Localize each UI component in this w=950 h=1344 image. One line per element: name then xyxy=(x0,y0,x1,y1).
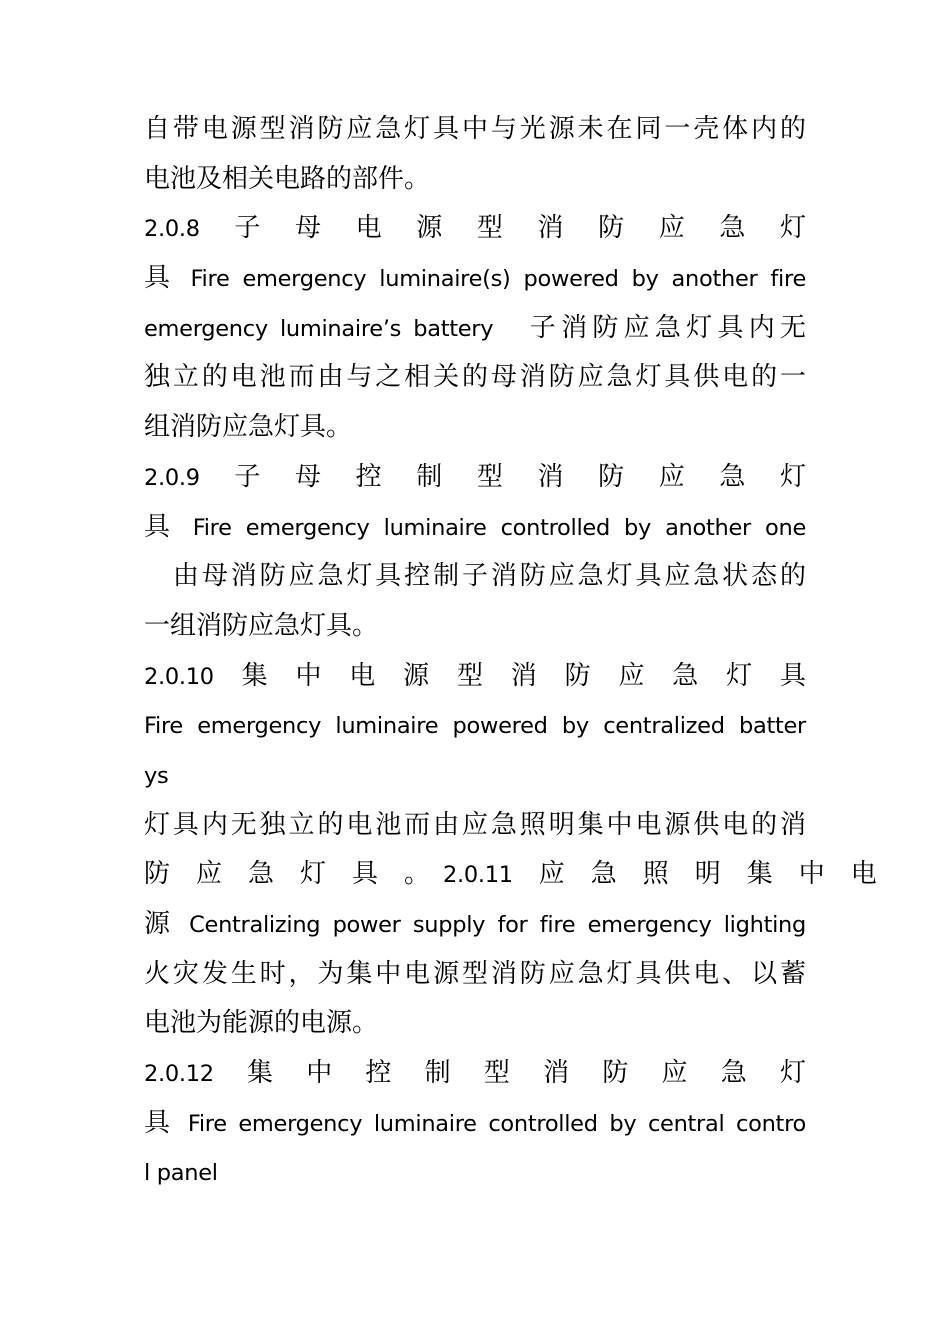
text-line: 自带电源型消防应急灯具中与光源未在同一壳体内的 xyxy=(144,114,806,144)
text-line: 2.0.10 集 中 电 源 型 消 防 应 急 灯 具 xyxy=(144,660,806,691)
text-line: emergency luminaire’s battery 子消防应急灯具内无 xyxy=(144,312,806,343)
text-line: 2.0.9 子 母 控 制 型 消 防 应 急 灯 xyxy=(144,461,806,492)
text-line: 具 Fire emergency luminaire controlled by central contro xyxy=(144,1107,806,1138)
document-page xyxy=(144,105,877,1198)
text-line: 电池为能源的电源。 xyxy=(144,1008,379,1039)
text-line: 2.0.8 子 母 电 源 型 消 防 应 急 灯 xyxy=(144,213,806,244)
text-line: 一组消防应急灯具。 xyxy=(144,610,379,641)
text-line: 2.0.12 集 中 控 制 型 消 防 应 急 灯 xyxy=(144,1058,806,1089)
text-line: Fire emergency luminaire powered by centralized batter xyxy=(144,713,806,740)
text-line: l panel xyxy=(144,1160,218,1187)
text-line: 灯具内无独立的电池而由应急照明集中电源供电的消 xyxy=(144,809,806,840)
text-line: 电池及相关电路的部件。 xyxy=(144,163,431,194)
text-line: 由母消防应急灯具控制子消防应急灯具应急状态的 xyxy=(144,561,806,592)
text-line: 独立的电池而由与之相关的母消防应急灯具供电的一 xyxy=(144,362,806,393)
text-line: 火灾发生时，为集中电源型消防应急灯具供电、以蓄 xyxy=(144,958,806,989)
text-line: 组消防应急灯具。 xyxy=(144,412,353,443)
text-line: 防 应 急 灯 具 。 2.0.11 应 急 照 明 集 中 电 xyxy=(144,859,877,890)
text-line: 具 Fire emergency luminaire controlled by another one xyxy=(144,511,806,542)
text-line: ys xyxy=(144,762,169,789)
text-line: 源 Centralizing power supply for fire emergency lighting xyxy=(144,909,806,939)
text-line: 具 Fire emergency luminaire(s) powered by another fire xyxy=(144,263,807,294)
